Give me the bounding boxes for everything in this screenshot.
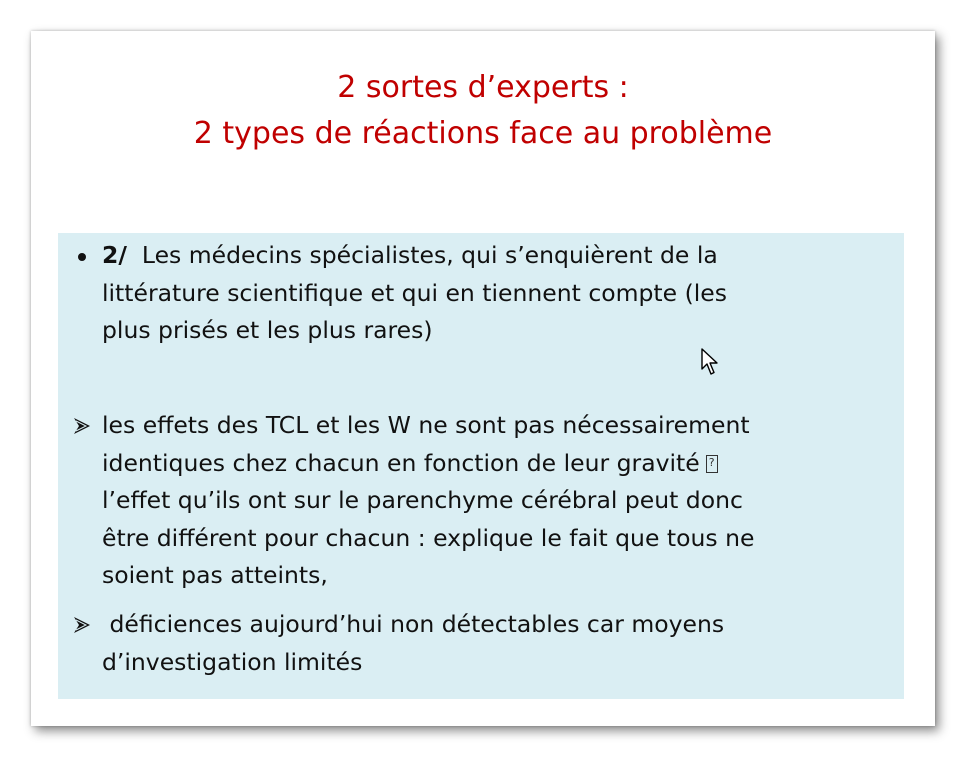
bold-prefix: 2/ bbox=[102, 241, 127, 269]
text-line bbox=[102, 237, 894, 275]
text-line: soient pas atteints, bbox=[102, 561, 328, 589]
list-item-text bbox=[102, 237, 894, 350]
text-line: l’effet qu’ils ont sur le parenchyme cérébral peut donc bbox=[102, 486, 743, 514]
arrow-bullet-icon bbox=[68, 606, 96, 635]
text-fragment: Les médecins spécialistes, qui s’enquièrent de la bbox=[141, 241, 718, 269]
list-item-text bbox=[102, 606, 894, 681]
missing-glyph-icon bbox=[706, 455, 718, 473]
slide-title bbox=[31, 65, 935, 157]
text-line: littérature scientifique et qui en tiennent compte (les bbox=[102, 278, 727, 307]
mouse-pointer-icon bbox=[701, 348, 719, 380]
text-fragment: identiques chez chacun en fonction de leur gravité bbox=[102, 448, 700, 477]
bullet-dot-icon bbox=[68, 237, 96, 275]
list-item-text bbox=[102, 407, 894, 595]
text-line: d’investigation limités bbox=[102, 647, 363, 676]
text-line: plus prisés et les plus rares) bbox=[102, 316, 433, 344]
text-line bbox=[102, 606, 894, 644]
text-fragment: déficiences aujourd’hui non détectables car moyens bbox=[109, 610, 725, 638]
title-line-2: 2 types de réactions face au problème bbox=[193, 116, 773, 151]
text-line bbox=[102, 445, 894, 483]
title-line-1: 2 sortes d’experts : bbox=[337, 70, 629, 105]
slide bbox=[31, 31, 935, 726]
content-box bbox=[58, 233, 904, 699]
text-line: être différent pour chacun : explique le fait que tous ne bbox=[102, 523, 755, 552]
text-line: les effets des TCL et les W ne sont pas nécessairement bbox=[102, 411, 750, 439]
arrow-bullet-icon bbox=[68, 407, 96, 436]
